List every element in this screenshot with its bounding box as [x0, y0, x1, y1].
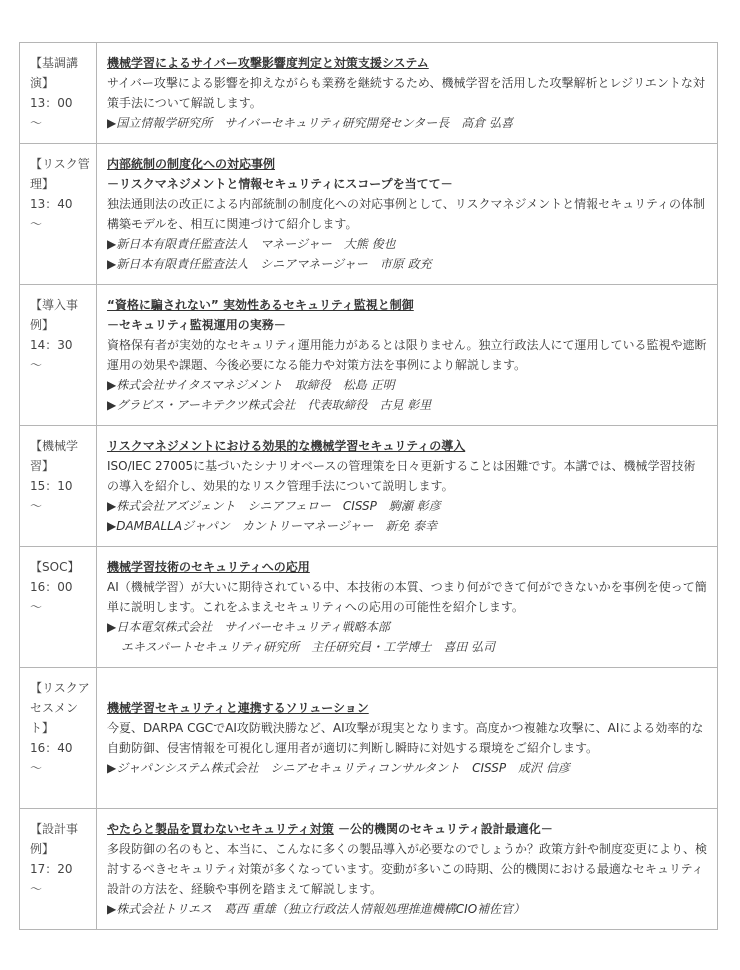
session-detail-cell [97, 43, 718, 144]
session-subtitle: －リスクマネジメントと情報セキュリティにスコープを当てて－ [107, 177, 453, 191]
session-speaker: エキスパートセキュリティ研究所 主任研究員・工学博士 喜田 弘司 [121, 640, 496, 654]
session-schedule-table [19, 42, 718, 930]
session-speaker: ▶国立情報学研究所 サイバーセキュリティ研究開発センター長 高倉 弘喜 [107, 116, 514, 130]
session-time: 15：10 [30, 479, 73, 493]
session-description: AI（機械学習）が大いに期待されている中、本技術の本質、つまり何ができて何ができないかを事例を使って簡単に説明します。これをふまえセキュリティへの応用の可能性を紹介します。 [107, 580, 707, 614]
session-speaker: ▶新日本有限責任監査法人 シニアマネージャー 市原 政充 [107, 257, 432, 271]
session-title: リスクマネジメントにおける効果的な機械学習セキュリティの導入 [107, 439, 466, 453]
session-time: 17：20 [30, 862, 73, 876]
session-detail-cell [97, 285, 718, 426]
session-title: 機械学習によるサイバー攻撃影響度判定と対策支援システム [107, 56, 429, 70]
session-speaker: ▶DAMBALLAジャパン カントリーマネージャー 新免 泰幸 [107, 519, 438, 533]
session-subtitle: －公的機関のセキュリティ設計最適化－ [333, 822, 553, 836]
session-description: 今夏、DARPA CGCでAI攻防戦決勝など、AI攻撃が現実となります。高度かつ複雑な攻撃に、AIによる効率的な自動防御、侵害情報を可視化し運用者が適切に判断し瞬時に対処する環境をご紹介します。 [107, 721, 704, 755]
session-title: 内部統制の制度化への対応事例 [107, 157, 276, 171]
session-time-tilde: 〜 [30, 882, 43, 896]
session-title: “資格に騙されない” 実効性あるセキュリティ監視と制御 [107, 298, 414, 312]
session-row [20, 285, 718, 426]
session-category-cell [20, 144, 97, 285]
session-title-line [107, 819, 707, 839]
session-detail-cell [97, 144, 718, 285]
session-category: 【リスク管理】 [30, 157, 90, 191]
session-time: 13：00 [30, 96, 73, 110]
session-category: 【設計事例】 [30, 822, 79, 856]
session-detail-cell [97, 809, 718, 930]
session-row [20, 144, 718, 285]
session-category: 【機械学習】 [30, 439, 79, 473]
spacer [107, 678, 707, 698]
session-speaker: ▶新日本有限責任監査法人 マネージャー 大熊 俊也 [107, 237, 396, 251]
session-subtitle: －セキュリティ監視運用の実務－ [107, 318, 286, 332]
session-title: 機械学習技術のセキュリティへの応用 [107, 560, 310, 574]
session-time-tilde: 〜 [30, 217, 43, 231]
session-row [20, 668, 718, 809]
session-speaker: ▶株式会社アズジェント シニアフェロー CISSP 駒瀬 彰彦 [107, 499, 441, 513]
session-time-tilde: 〜 [30, 600, 43, 614]
session-speaker: ▶グラビス・アーキテクツ株式会社 代表取締役 古見 彰里 [107, 398, 432, 412]
session-time: 16：00 [30, 580, 73, 594]
session-description: サイバー攻撃による影響を抑えながらも業務を継続するため、機械学習を活用した攻撃解析とレジリエントな対策手法について解説します。 [107, 76, 705, 110]
session-category-cell [20, 426, 97, 547]
session-speaker: ▶日本電気株式会社 サイバーセキュリティ戦略本部 [107, 620, 390, 634]
session-detail-cell [97, 668, 718, 809]
session-description: 資格保有者が実効的なセキュリティ運用能力があるとは限りません。独立行政法人にて運用している監視や遮断運用の効果や課題、今後必要になる能力や対策方法を事例により解説します。 [107, 338, 707, 372]
session-category: 【リスクアセスメント】 [30, 681, 90, 735]
session-title: やたらと製品を買わないセキュリティ対策 [107, 822, 334, 836]
session-description: 独法通則法の改正による内部統制の制度化への対応事例として、リスクマネジメントと情報セキュリティの体制構築モデルを、相互に関連づけて紹介します。 [107, 197, 705, 231]
session-category: 【基調講演】 [30, 56, 79, 90]
session-description: ISO/IEC 27005に基づいたシナリオベースの管理策を日々更新することは困難です。本講では、機械学習技術の導入を紹介し、効果的なリスク管理手法について説明します。 [107, 459, 696, 493]
session-speaker: ▶株式会社トリエス 葛西 重雄（独立行政法人情報処理推進機構CIO補佐官） [107, 902, 526, 916]
session-detail-cell [97, 547, 718, 668]
session-category-cell [20, 809, 97, 930]
session-row [20, 43, 718, 144]
session-time-tilde: 〜 [30, 761, 43, 775]
session-category: 【SOC】 [30, 560, 80, 574]
session-title: 機械学習セキュリティと連携するソリューション [107, 701, 369, 715]
session-category: 【導入事例】 [30, 298, 79, 332]
session-time: 14：30 [30, 338, 73, 352]
session-speaker: ▶ジャパンシステム株式会社 シニアセキュリティコンサルタント CISSP 成沢 信彦 [107, 761, 570, 775]
session-time-tilde: 〜 [30, 116, 43, 130]
session-time: 13：40 [30, 197, 73, 211]
session-row [20, 809, 718, 930]
session-detail-cell [97, 426, 718, 547]
session-category-cell [20, 285, 97, 426]
session-time-tilde: 〜 [30, 499, 43, 513]
session-category-cell [20, 43, 97, 144]
session-row [20, 426, 718, 547]
session-category-cell [20, 547, 97, 668]
session-speaker: ▶株式会社サイタスマネジメント 取締役 松島 正明 [107, 378, 395, 392]
session-category-cell [20, 668, 97, 809]
session-time: 16：40 [30, 741, 73, 755]
session-time-tilde: 〜 [30, 358, 43, 372]
session-description: 多段防御の名のもと、本当に、こんなに多くの製品導入が必要なのでしょうか？政策方針や制度変更により、検討するべきセキュリティ対策が多くなっています。変動が多いこの時期、公的機関における最適なセキュリティ設計の方法を、経験や事例を踏まえて解説します。 [107, 842, 708, 896]
session-row [20, 547, 718, 668]
